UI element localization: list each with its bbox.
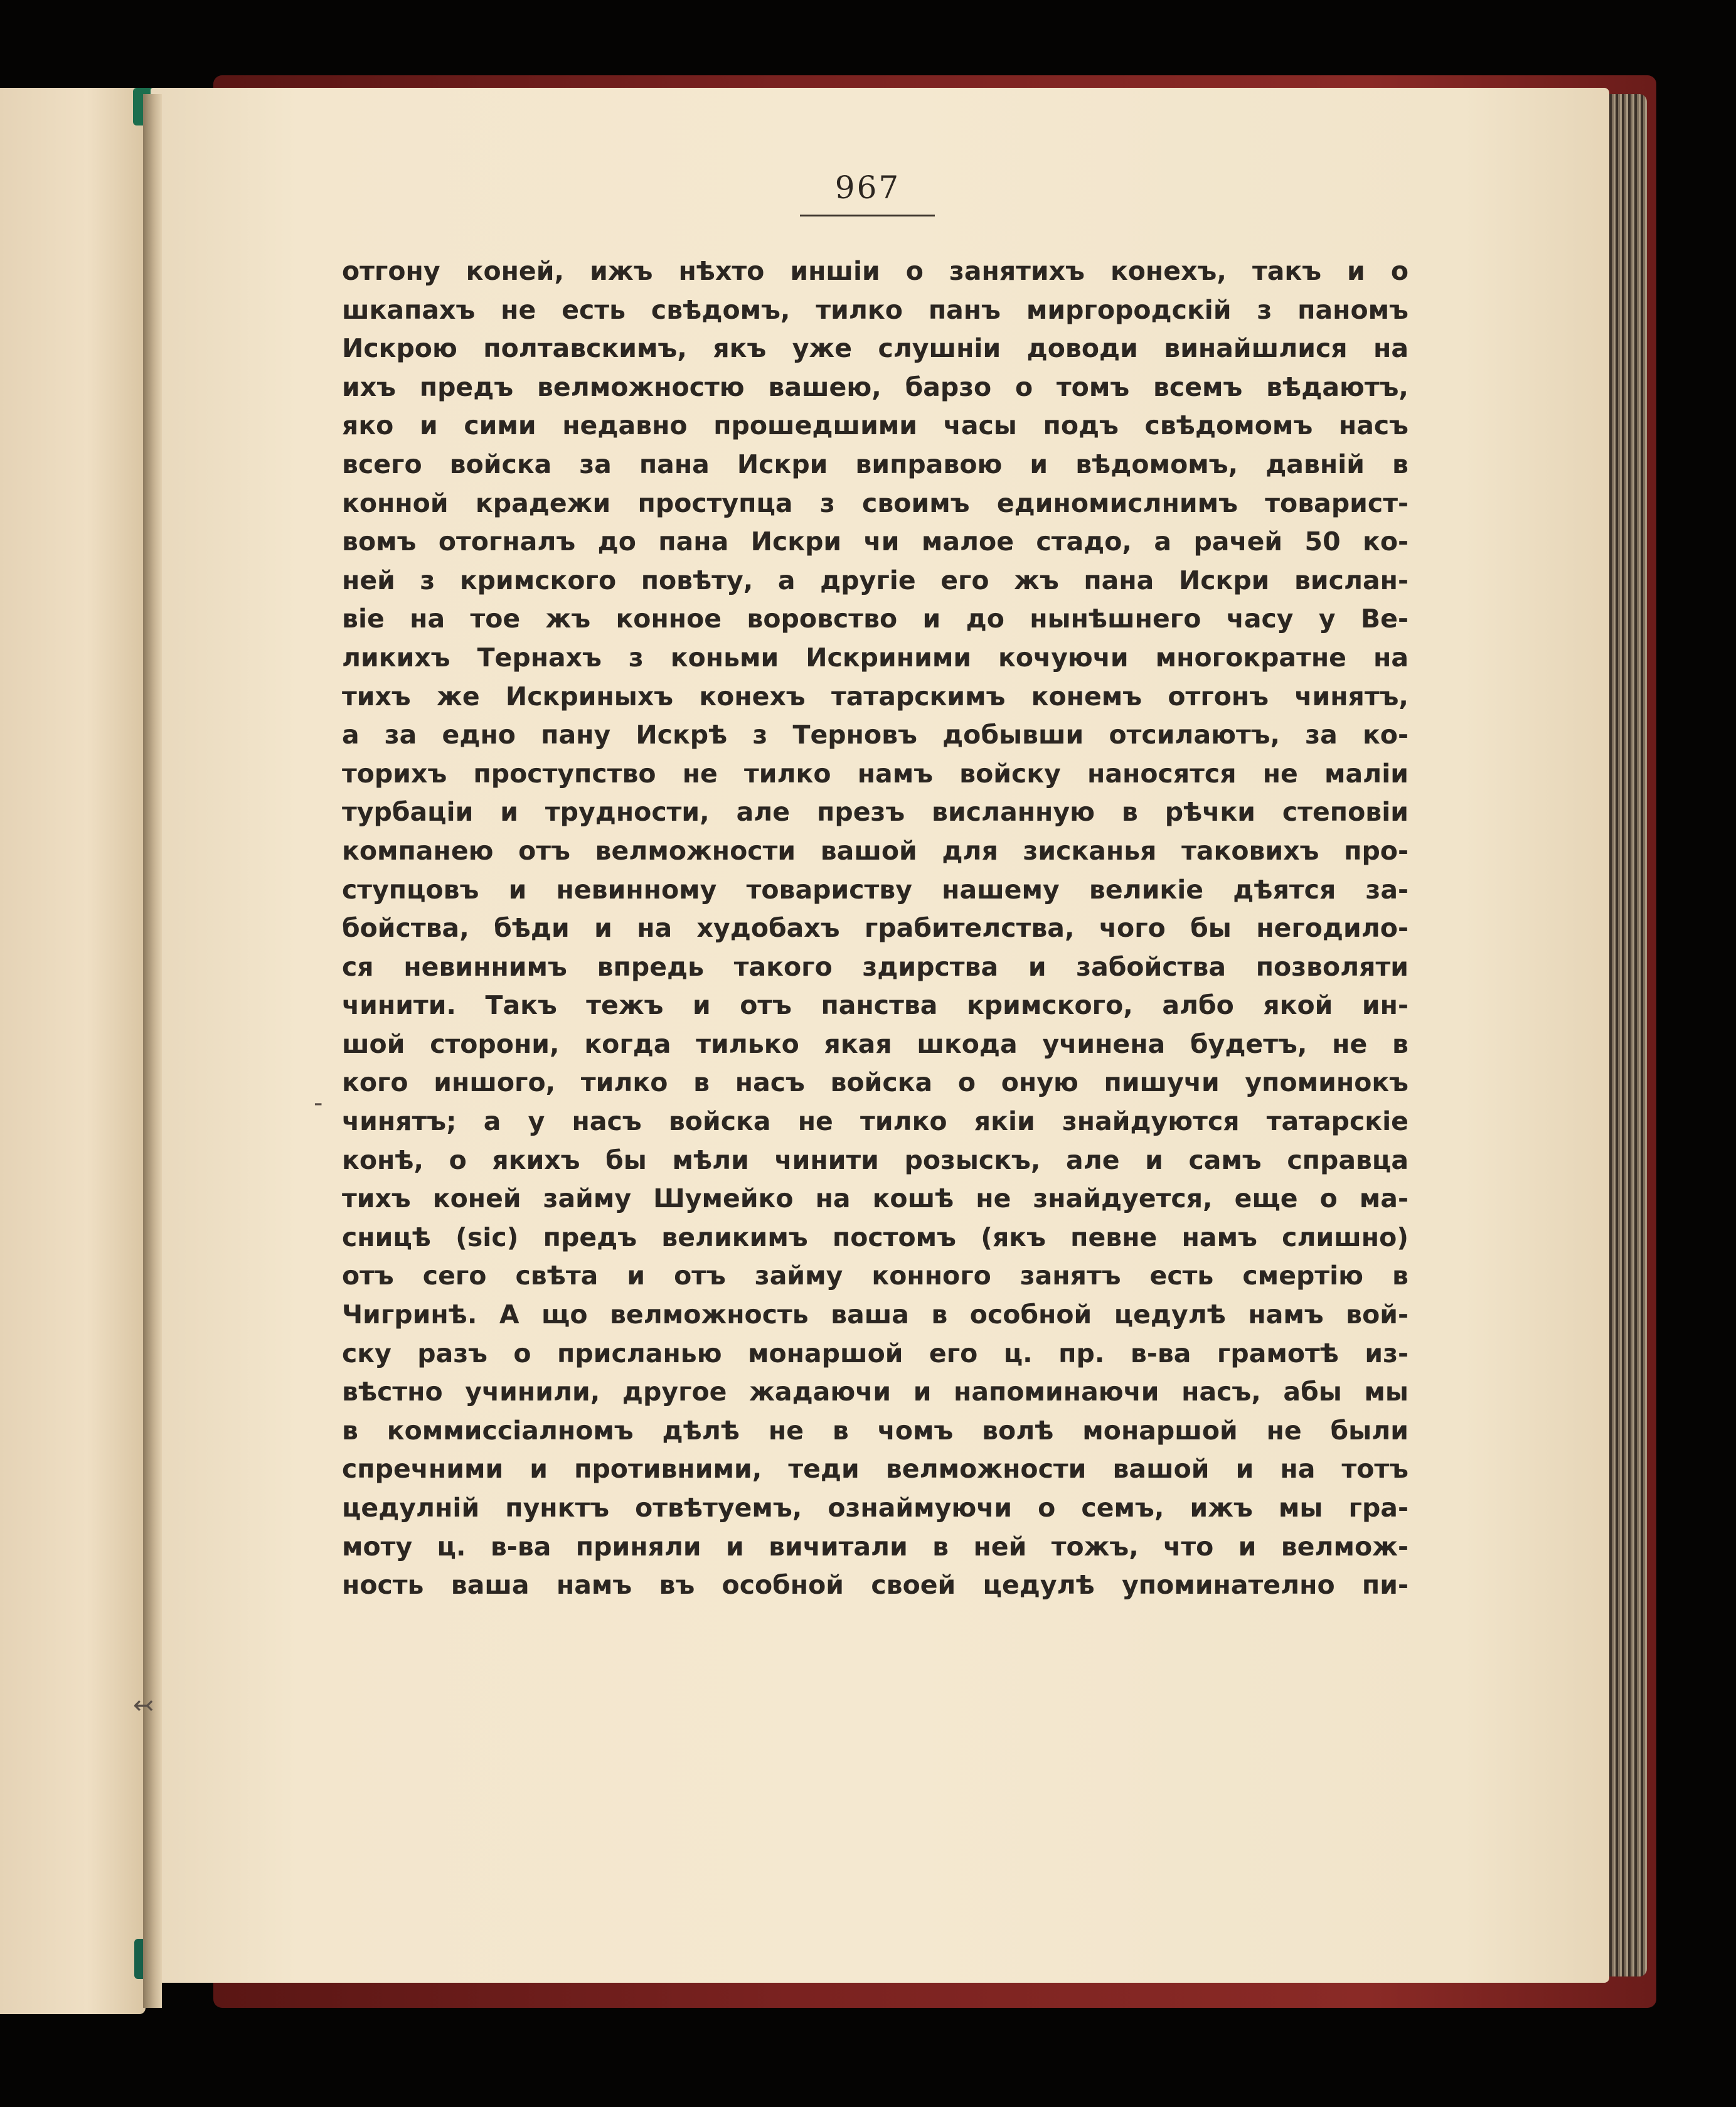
text-line: ступцовъ и невинному товариству нашему великіе дѣятся за-: [342, 874, 1409, 905]
text-line: бойства, бѣди и на худобахъ грабителства, чого бы негодило-: [342, 913, 1409, 944]
text-line: ней з кримского повѣту, а другіе его жъ пана Искри вислан-: [342, 565, 1409, 595]
text-line: шой сторони, когда тилько якая шкода учинена будетъ, не в: [342, 1028, 1409, 1059]
gutter-shadow: [143, 94, 162, 2008]
body-text: [342, 252, 1409, 1605]
text-line: отгону коней, ижъ нѣхто иншіи о занятихъ конехъ, такъ и о: [342, 256, 1409, 286]
text-line: кого иншого, тилко в насъ войска о оную пишучи упоминокъ: [342, 1067, 1409, 1098]
text-line: ликихъ Тернахъ з коньми Искриними кочуючи многократне на: [342, 642, 1409, 673]
text-line: компанею отъ велможности вашой для зисканья таковихъ про-: [342, 835, 1409, 866]
page-number-rule: [800, 215, 935, 216]
text-line: Чигринѣ. А що велможность ваша в особной цедулѣ намъ вой-: [342, 1299, 1409, 1330]
text-line: всего войска за пана Искри виправою и вѣдомомъ, давній в: [342, 449, 1409, 479]
text-line: чинити. Такъ тежъ и отъ панства кримского, албо якой ин-: [342, 990, 1409, 1021]
text-line: тихъ же Искриныхъ конехъ татарскимъ конемъ отгонъ чинятъ,: [342, 681, 1409, 712]
text-line: чинятъ; а у насъ войска не тилко якіи знайдуются татарскіе: [342, 1106, 1409, 1137]
text-line: торихъ проступство не тилко намъ войску наносятся не маліи: [342, 758, 1409, 789]
text-line: сницѣ (sic) предъ великимъ постомъ (якъ певне намъ слишно): [342, 1222, 1409, 1252]
text-line: ность ваша намъ въ особной своей цедулѣ упоминателно пи-: [342, 1570, 1409, 1601]
text-line: Искрою полтавскимъ, якъ уже слушніи доводи винайшлися на: [342, 333, 1409, 364]
text-line: цедулній пунктъ отвѣтуемъ, ознаймуючи о семъ, ижъ мы гра-: [342, 1493, 1409, 1523]
facing-page: [0, 88, 146, 2014]
text-line: конѣ, о якихъ бы мѣли чинити розыскъ, але и самъ справца: [342, 1144, 1409, 1175]
text-line: отъ сего свѣта и отъ займу конного занятъ есть смертію в: [342, 1261, 1409, 1291]
text-line: шкапахъ не есть свѣдомъ, тилко панъ миргородскій з паномъ: [342, 294, 1409, 325]
text-line: а за едно пану Искрѣ з Терновъ добывши отсилаютъ, за ко-: [342, 720, 1409, 750]
text-line: спречними и противними, теди велможности вашой и на тотъ: [342, 1454, 1409, 1485]
text-line: моту ц. в-ва приняли и вичитали в ней тожъ, что и велмож-: [342, 1531, 1409, 1562]
text-line: віе на тое жъ конное воровство и до нынѣшнего часу у Ве-: [342, 604, 1409, 634]
text-line: в коммиссіалномъ дѣлѣ не в чомъ волѣ монаршой не были: [342, 1415, 1409, 1446]
text-line: ску разъ о присланью монаршой его ц. пр. в-ва грамотѣ из-: [342, 1338, 1409, 1368]
text-line: яко и сими недавно прошедшими часы подъ свѣдомомъ насъ: [342, 410, 1409, 441]
text-line: конной крадежи проступца з своимъ единомислнимъ товарист-: [342, 488, 1409, 518]
page-number: 967: [834, 169, 901, 206]
text-line: ихъ предъ велможностю вашею, барзо о томъ всемъ вѣдаютъ,: [342, 371, 1409, 402]
text-line: вѣстно учинили, другое жадаючи и напоминаючи насъ, абы мы: [342, 1377, 1409, 1407]
text-line: ся невиннимъ впредь такого здирства и забойства позволяти: [342, 951, 1409, 982]
margin-arrow-mark: ↢: [133, 1691, 154, 1720]
text-line: вомъ отогналъ до пана Искри чи малое стадо, а рачей 50 ко-: [342, 526, 1409, 557]
text-line: тихъ коней займу Шумейко на кошѣ не знайдуется, еще о ма-: [342, 1183, 1409, 1214]
margin-tick-mark: -: [314, 1089, 323, 1118]
text-line: турбаціи и трудности, але презъ висланную в рѣчки степовіи: [342, 797, 1409, 828]
